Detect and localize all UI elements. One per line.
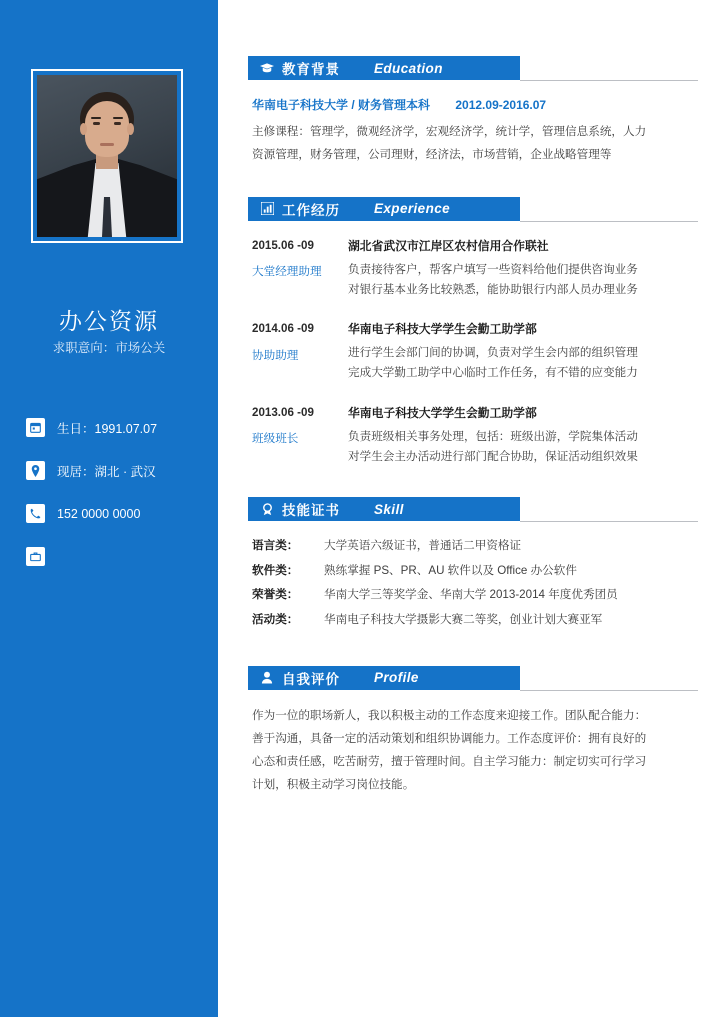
experience-desc-2: 完成大学勤工助学中心临时工作任务，有不错的应变能力 <box>348 366 638 380</box>
contact-phone-text: 152 0000 0000 <box>57 506 141 521</box>
user-icon <box>260 671 274 685</box>
skill-row <box>252 560 678 583</box>
experience-item <box>252 402 678 468</box>
experience-org: 华南电子科技大学学生会勤工助学部 <box>348 405 537 420</box>
experience-desc-1: 负责接待客户，帮客户填写一些资料给他们提供咨询业务 <box>348 262 638 276</box>
contact-phone <box>26 504 157 523</box>
experience-org: 华南电子科技大学学生会勤工助学部 <box>348 322 537 337</box>
section-skill <box>248 497 678 631</box>
education-dates: 2012.09-2016.07 <box>455 98 547 112</box>
contact-extra <box>26 547 157 566</box>
contact-birthday-text: 生日：1991.07.07 <box>57 421 158 436</box>
section-experience <box>248 197 678 468</box>
experience-date: 2014.06 -09 <box>252 322 314 336</box>
experience-role: 大堂经理助理 <box>252 265 322 279</box>
contact-location-text: 现居：湖北 · 武汉 <box>57 464 156 479</box>
profile-line-3: 心态和责任感，吃苦耐劳，擅于管理时间。自主学习能力：制定切实可行学习 <box>252 755 647 769</box>
profile-line-4: 计划，积极主动学习岗位技能。 <box>252 778 415 792</box>
section-education-title-zh: 教育背景 <box>282 62 340 77</box>
experience-item <box>252 235 678 301</box>
profile-line-1: 作为一位的职场新人，我以积极主动的工作态度来迎接工作。团队配合能力： <box>252 708 647 722</box>
skill-value: 熟练掌握 PS、PR、AU 软件以及 Office 办公软件 <box>324 563 577 577</box>
education-courses-line-1: 主修课程：管理学，微观经济学，宏观经济学，统计学，管理信息系统，人力 <box>252 125 647 139</box>
sidebar <box>0 0 218 1017</box>
main-content <box>218 0 720 1017</box>
experience-desc-1: 负责班级相关事务处理，包括：班级出游，学院集体活动 <box>348 429 638 443</box>
experience-org: 湖北省武汉市江岸区农村信用合作联社 <box>348 238 549 253</box>
avatar <box>37 75 177 237</box>
skill-value: 华南大学三等奖学金、华南大学 2013-2014 年度优秀团员 <box>324 588 618 602</box>
section-education-header <box>248 56 520 80</box>
chart-bar-icon <box>260 202 274 216</box>
experience-date: 2015.06 -09 <box>252 238 314 252</box>
section-skill-header <box>248 497 520 521</box>
section-skill-body <box>248 521 678 631</box>
experience-desc-1: 进行学生会部门间的协调，负责对学生会内部的组织管理 <box>348 346 638 360</box>
education-school-line <box>252 94 678 117</box>
skill-key: 语言类： <box>252 539 299 553</box>
section-education-body <box>248 80 678 167</box>
experience-role: 协助助理 <box>252 348 299 362</box>
job-objective: 求职意向：市场公关 <box>52 341 166 355</box>
contact-location <box>26 461 157 480</box>
contact-list <box>26 418 157 566</box>
skill-row <box>252 609 678 632</box>
section-profile <box>248 666 678 797</box>
phone-icon <box>26 504 45 523</box>
ribbon-icon <box>260 502 274 516</box>
section-experience-title-en: Experience <box>374 201 451 217</box>
section-education <box>248 56 678 167</box>
location-pin-icon <box>26 461 45 480</box>
section-experience-title-zh: 工作经历 <box>282 202 340 218</box>
experience-item <box>252 318 678 384</box>
section-experience-body <box>248 221 678 468</box>
skill-row <box>252 584 678 607</box>
education-courses-line-2: 资源管理，财务管理，公司理财，经济法，市场营销，企业战略管理等 <box>252 147 612 161</box>
section-profile-header <box>248 666 520 690</box>
section-experience-header <box>248 197 520 221</box>
contact-birthday <box>26 418 157 437</box>
section-profile-body <box>248 690 678 797</box>
graduation-cap-icon <box>260 61 274 75</box>
experience-desc-2: 对银行基本业务比较熟悉，能协助银行内部人员办理业务 <box>348 282 638 296</box>
section-profile-title-zh: 自我评价 <box>282 671 340 687</box>
education-school: 华南电子科技大学 / 财务管理本科 <box>252 98 431 112</box>
skill-value: 华南电子科技大学摄影大赛二等奖，创业计划大赛亚军 <box>324 613 603 627</box>
skill-key: 荣誉类： <box>252 588 299 602</box>
experience-desc-2: 对学生会主办活动进行部门配合协助，保证活动组织效果 <box>348 449 638 463</box>
avatar-frame <box>31 69 183 243</box>
section-skill-title-en: Skill <box>374 501 404 517</box>
section-education-title-en: Education <box>374 60 443 76</box>
skill-row <box>252 535 678 558</box>
skill-key: 软件类： <box>252 563 299 577</box>
section-profile-title-en: Profile <box>374 670 419 686</box>
profile-line-2: 善于沟通，具备一定的活动策划和组织协调能力。工作态度评价：拥有良好的 <box>252 731 647 745</box>
skill-value: 大学英语六级证书，普通话二甲资格证 <box>324 539 522 553</box>
briefcase-icon <box>26 547 45 566</box>
candidate-name: 办公资源 <box>59 308 159 334</box>
calendar-icon <box>26 418 45 437</box>
section-skill-title-zh: 技能证书 <box>282 503 340 519</box>
experience-role: 班级班长 <box>252 432 299 446</box>
experience-date: 2013.06 -09 <box>252 405 314 419</box>
skill-key: 活动类： <box>252 613 299 627</box>
